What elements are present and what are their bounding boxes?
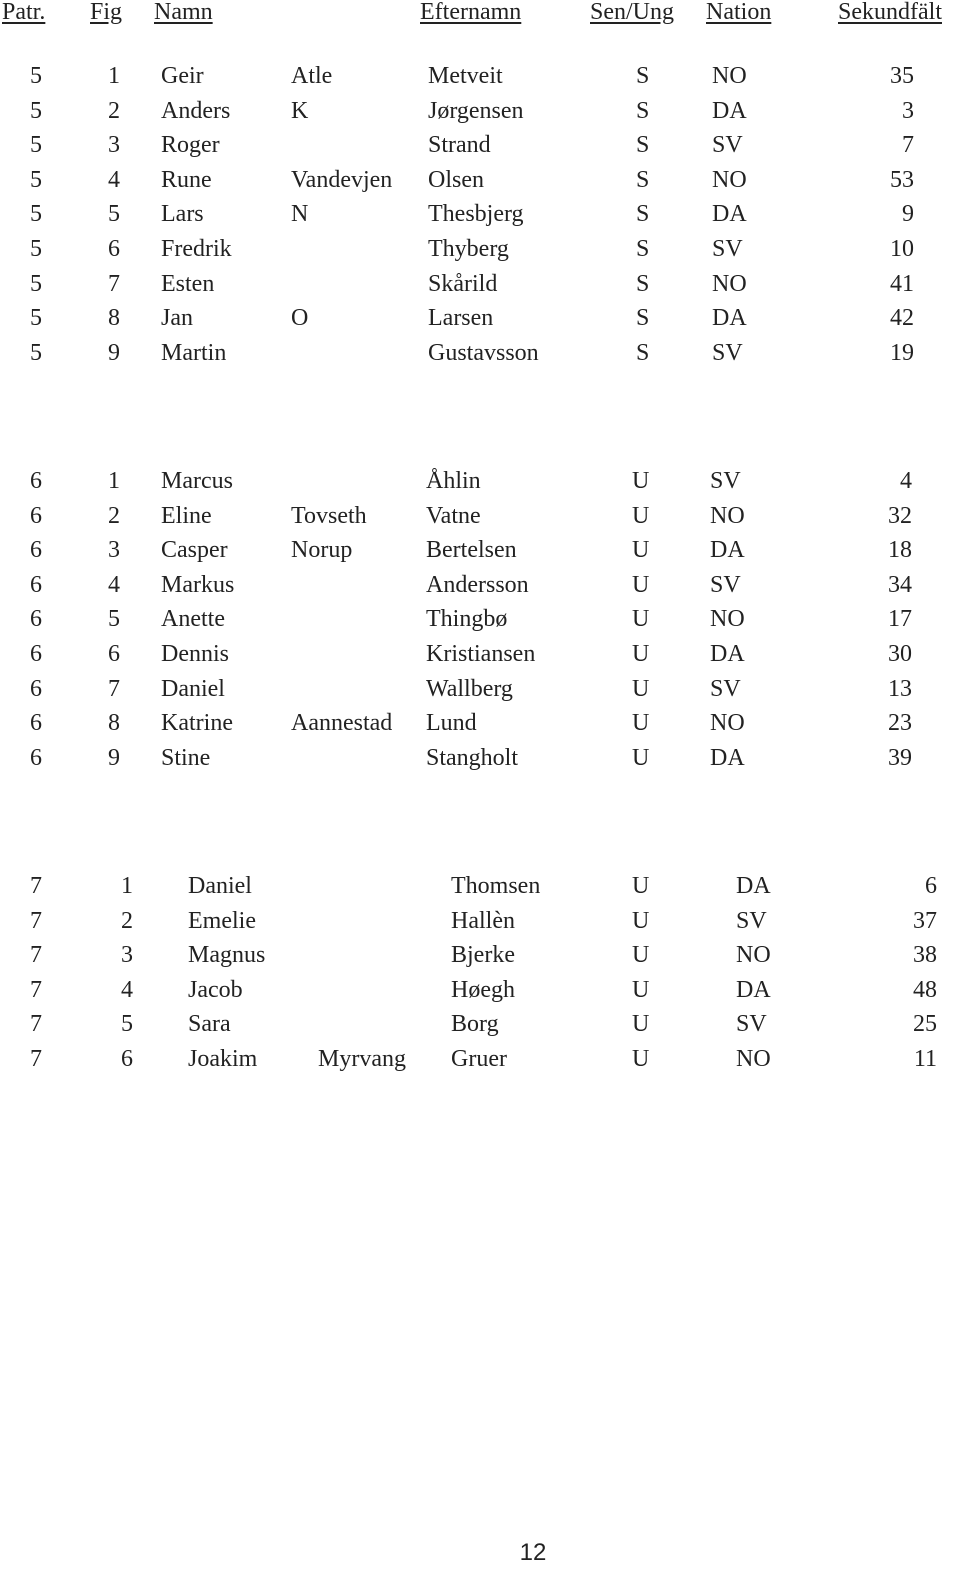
cell-fig: 7 [108,675,120,702]
cell-seconds: 4 [900,468,912,494]
cell-middle-name: Atle [291,63,333,89]
cell-last-name: Wallberg [426,675,513,702]
table-row [0,1007,960,1041]
cell-fig: 3 [108,132,120,159]
cell-patr: 7 [30,907,42,934]
cell-fig: 7 [108,270,120,297]
cell-nation: DA [736,976,771,1003]
cell-patr: 6 [30,675,42,702]
cell-middle-name: Vandevjen [291,166,393,193]
cell-nation: NO [712,63,747,89]
cell-first-name: Marcus [161,468,233,494]
table-row [0,533,960,567]
cell-nation: SV [712,236,743,262]
cell-seconds: 11 [913,1046,937,1072]
cell-category: S [636,132,650,159]
cell-patr: 6 [30,468,42,494]
cell-fig: 4 [108,166,120,193]
cell-seconds: 37 [913,907,937,934]
table-row [0,336,960,370]
table-row [0,301,960,335]
cell-patr: 5 [30,339,42,366]
cell-first-name: Anders [161,97,231,124]
cell-seconds: 18 [888,537,912,564]
cell-nation: SV [710,675,741,702]
cell-patr: 5 [30,166,42,193]
cell-first-name: Casper [161,537,228,564]
cell-nation: NO [710,502,745,529]
cell-middle-name: K [291,97,309,124]
cell-first-name: Roger [161,132,220,159]
header-sekundfalt: Sekundfält [838,0,942,25]
cell-seconds: 13 [888,675,912,702]
cell-category: U [632,537,650,564]
header-namn: Namn [154,0,213,25]
cell-nation: DA [710,641,745,667]
cell-fig: 8 [108,710,120,737]
cell-patr: 7 [30,873,42,899]
table-row [0,464,960,498]
cell-nation: NO [710,710,745,737]
cell-category: S [636,305,650,332]
cell-patr: 5 [30,236,42,262]
table-row [0,706,960,740]
cell-last-name: Larsen [428,305,494,332]
cell-first-name: Emelie [188,907,256,934]
cell-last-name: Gruer [451,1046,507,1072]
cell-last-name: Thyberg [428,236,509,262]
page-number: 12 [519,1539,547,1566]
cell-first-name: Martin [161,339,227,366]
cell-category: U [632,942,650,969]
cell-seconds: 38 [913,942,937,969]
cell-category: U [632,873,650,899]
cell-first-name: Joakim [188,1046,258,1072]
cell-fig: 3 [108,537,120,564]
table-row [0,568,960,602]
cell-nation: DA [712,97,747,124]
table-row [0,637,960,671]
header-fig: Fig [90,0,123,25]
cell-middle-name: N [291,201,309,228]
cell-seconds: 19 [890,339,914,366]
cell-patr: 5 [30,132,42,159]
header-nation: Nation [706,0,772,25]
cell-fig: 4 [108,571,120,598]
cell-patr: 6 [30,641,42,667]
cell-category: S [636,63,650,89]
cell-last-name: Skårild [428,270,498,297]
cell-nation: NO [736,942,771,969]
cell-category: S [636,201,650,228]
cell-fig: 1 [108,468,120,494]
cell-seconds: 39 [888,744,912,771]
cell-category: U [632,1011,650,1038]
cell-last-name: Hallèn [451,907,515,934]
table-row [0,267,960,301]
cell-fig: 1 [108,63,120,89]
cell-seconds: 41 [890,270,914,297]
cell-category: U [632,744,650,771]
cell-first-name: Daniel [188,873,252,899]
cell-last-name: Thomsen [451,873,541,899]
cell-first-name: Fredrik [161,236,232,262]
cell-patr: 6 [30,744,42,771]
table-row [0,904,960,938]
cell-fig: 2 [108,502,120,529]
cell-seconds: 10 [890,236,914,262]
cell-seconds: 35 [890,63,914,89]
cell-first-name: Jacob [188,976,243,1003]
header-patr: Patr. [2,0,46,25]
cell-fig: 8 [108,305,120,332]
cell-first-name: Katrine [161,710,233,737]
cell-nation: DA [712,305,747,332]
cell-fig: 1 [121,873,133,899]
cell-last-name: Olsen [428,166,484,193]
cell-seconds: 6 [925,873,937,899]
cell-last-name: Strand [428,132,491,159]
table-row [0,973,960,1007]
cell-patr: 6 [30,537,42,564]
cell-first-name: Sara [188,1011,231,1038]
cell-nation: SV [712,339,743,366]
cell-last-name: Bertelsen [426,537,517,564]
cell-first-name: Stine [161,744,211,771]
cell-patr: 7 [30,942,42,969]
cell-patr: 7 [30,1046,42,1072]
table-row [0,197,960,231]
table-row [0,232,960,266]
cell-first-name: Dennis [161,641,229,667]
table-row [0,499,960,533]
cell-nation: NO [710,606,745,633]
cell-patr: 7 [30,976,42,1003]
cell-first-name: Daniel [161,675,225,702]
cell-middle-name: Myrvang [318,1046,406,1072]
cell-patr: 5 [30,97,42,124]
table-row [0,938,960,972]
header-sen-ung: Sen/Ung [590,0,674,25]
cell-first-name: Esten [161,270,215,297]
cell-category: S [636,270,650,297]
cell-last-name: Stangholt [426,744,519,771]
cell-patr: 5 [30,201,42,228]
cell-category: U [632,710,650,737]
cell-category: U [632,606,650,633]
table-row [0,163,960,197]
cell-first-name: Anette [161,606,225,633]
cell-category: U [632,976,650,1003]
cell-last-name: Kristiansen [426,641,536,667]
cell-last-name: Andersson [426,571,529,598]
cell-nation: NO [712,166,747,193]
cell-seconds: 30 [888,641,912,667]
table-row [0,602,960,636]
cell-seconds: 17 [888,606,912,633]
cell-category: S [636,97,650,124]
cell-fig: 4 [121,976,133,1003]
cell-middle-name: O [291,305,309,332]
cell-fig: 3 [121,942,133,969]
cell-category: U [632,641,650,667]
cell-seconds: 53 [890,166,914,193]
cell-seconds: 34 [888,571,912,598]
cell-nation: DA [712,201,747,228]
cell-middle-name: Tovseth [291,502,367,529]
cell-nation: SV [736,907,767,934]
cell-nation: NO [736,1046,771,1072]
cell-patr: 5 [30,63,42,89]
cell-fig: 9 [108,744,120,771]
cell-first-name: Magnus [188,942,266,969]
cell-fig: 6 [108,236,120,262]
cell-category: S [636,339,650,366]
cell-fig: 5 [108,606,120,633]
cell-seconds: 3 [902,97,914,124]
cell-last-name: Thingbø [426,606,508,633]
cell-first-name: Jan [161,305,193,332]
cell-last-name: Gustavsson [428,339,539,366]
cell-last-name: Thesbjerg [428,201,524,228]
cell-patr: 6 [30,571,42,598]
cell-seconds: 7 [902,132,914,159]
cell-nation: NO [712,270,747,297]
cell-nation: DA [736,873,771,899]
cell-first-name: Eline [161,502,212,529]
table-row [0,869,960,903]
table-row [0,1042,960,1076]
cell-first-name: Lars [161,201,204,228]
cell-fig: 6 [121,1046,133,1072]
cell-last-name: Metveit [428,63,503,89]
cell-seconds: 48 [913,976,937,1003]
table-row [0,94,960,128]
cell-fig: 9 [108,339,120,366]
cell-category: U [632,502,650,529]
cell-seconds: 32 [888,502,912,529]
cell-nation: DA [710,537,745,564]
table-row [0,59,960,93]
cell-last-name: Jørgensen [428,97,524,124]
cell-first-name: Markus [161,571,235,598]
cell-category: U [632,907,650,934]
cell-patr: 6 [30,502,42,529]
cell-last-name: Vatne [426,502,481,529]
cell-fig: 2 [108,97,120,124]
table-row [0,672,960,706]
cell-fig: 5 [108,201,120,228]
cell-middle-name: Norup [291,537,353,564]
cell-category: S [636,236,650,262]
cell-last-name: Åhlin [426,468,481,494]
cell-fig: 2 [121,907,133,934]
table-row [0,128,960,162]
cell-nation: SV [712,132,743,159]
cell-category: U [632,1046,650,1072]
cell-seconds: 23 [888,710,912,737]
cell-patr: 6 [30,710,42,737]
cell-first-name: Rune [161,166,212,193]
cell-fig: 6 [108,641,120,667]
cell-patr: 5 [30,270,42,297]
header-efternamn: Efternamn [420,0,522,25]
cell-category: S [636,166,650,193]
table-row [0,741,960,775]
cell-first-name: Geir [161,63,204,89]
cell-last-name: Borg [451,1011,499,1038]
cell-seconds: 42 [890,305,914,332]
cell-middle-name: Aannestad [291,710,393,737]
cell-nation: SV [710,468,741,494]
cell-last-name: Høegh [451,976,515,1003]
cell-patr: 5 [30,305,42,332]
table-header [0,0,960,30]
cell-last-name: Bjerke [451,942,515,969]
cell-seconds: 25 [913,1011,937,1038]
cell-category: U [632,571,650,598]
cell-nation: SV [736,1011,767,1038]
cell-patr: 7 [30,1011,42,1038]
cell-patr: 6 [30,606,42,633]
cell-category: U [632,675,650,702]
cell-nation: DA [710,744,745,771]
cell-fig: 5 [121,1011,133,1038]
cell-category: U [632,468,650,494]
cell-last-name: Lund [426,710,477,737]
cell-seconds: 9 [902,201,914,228]
cell-nation: SV [710,571,741,598]
